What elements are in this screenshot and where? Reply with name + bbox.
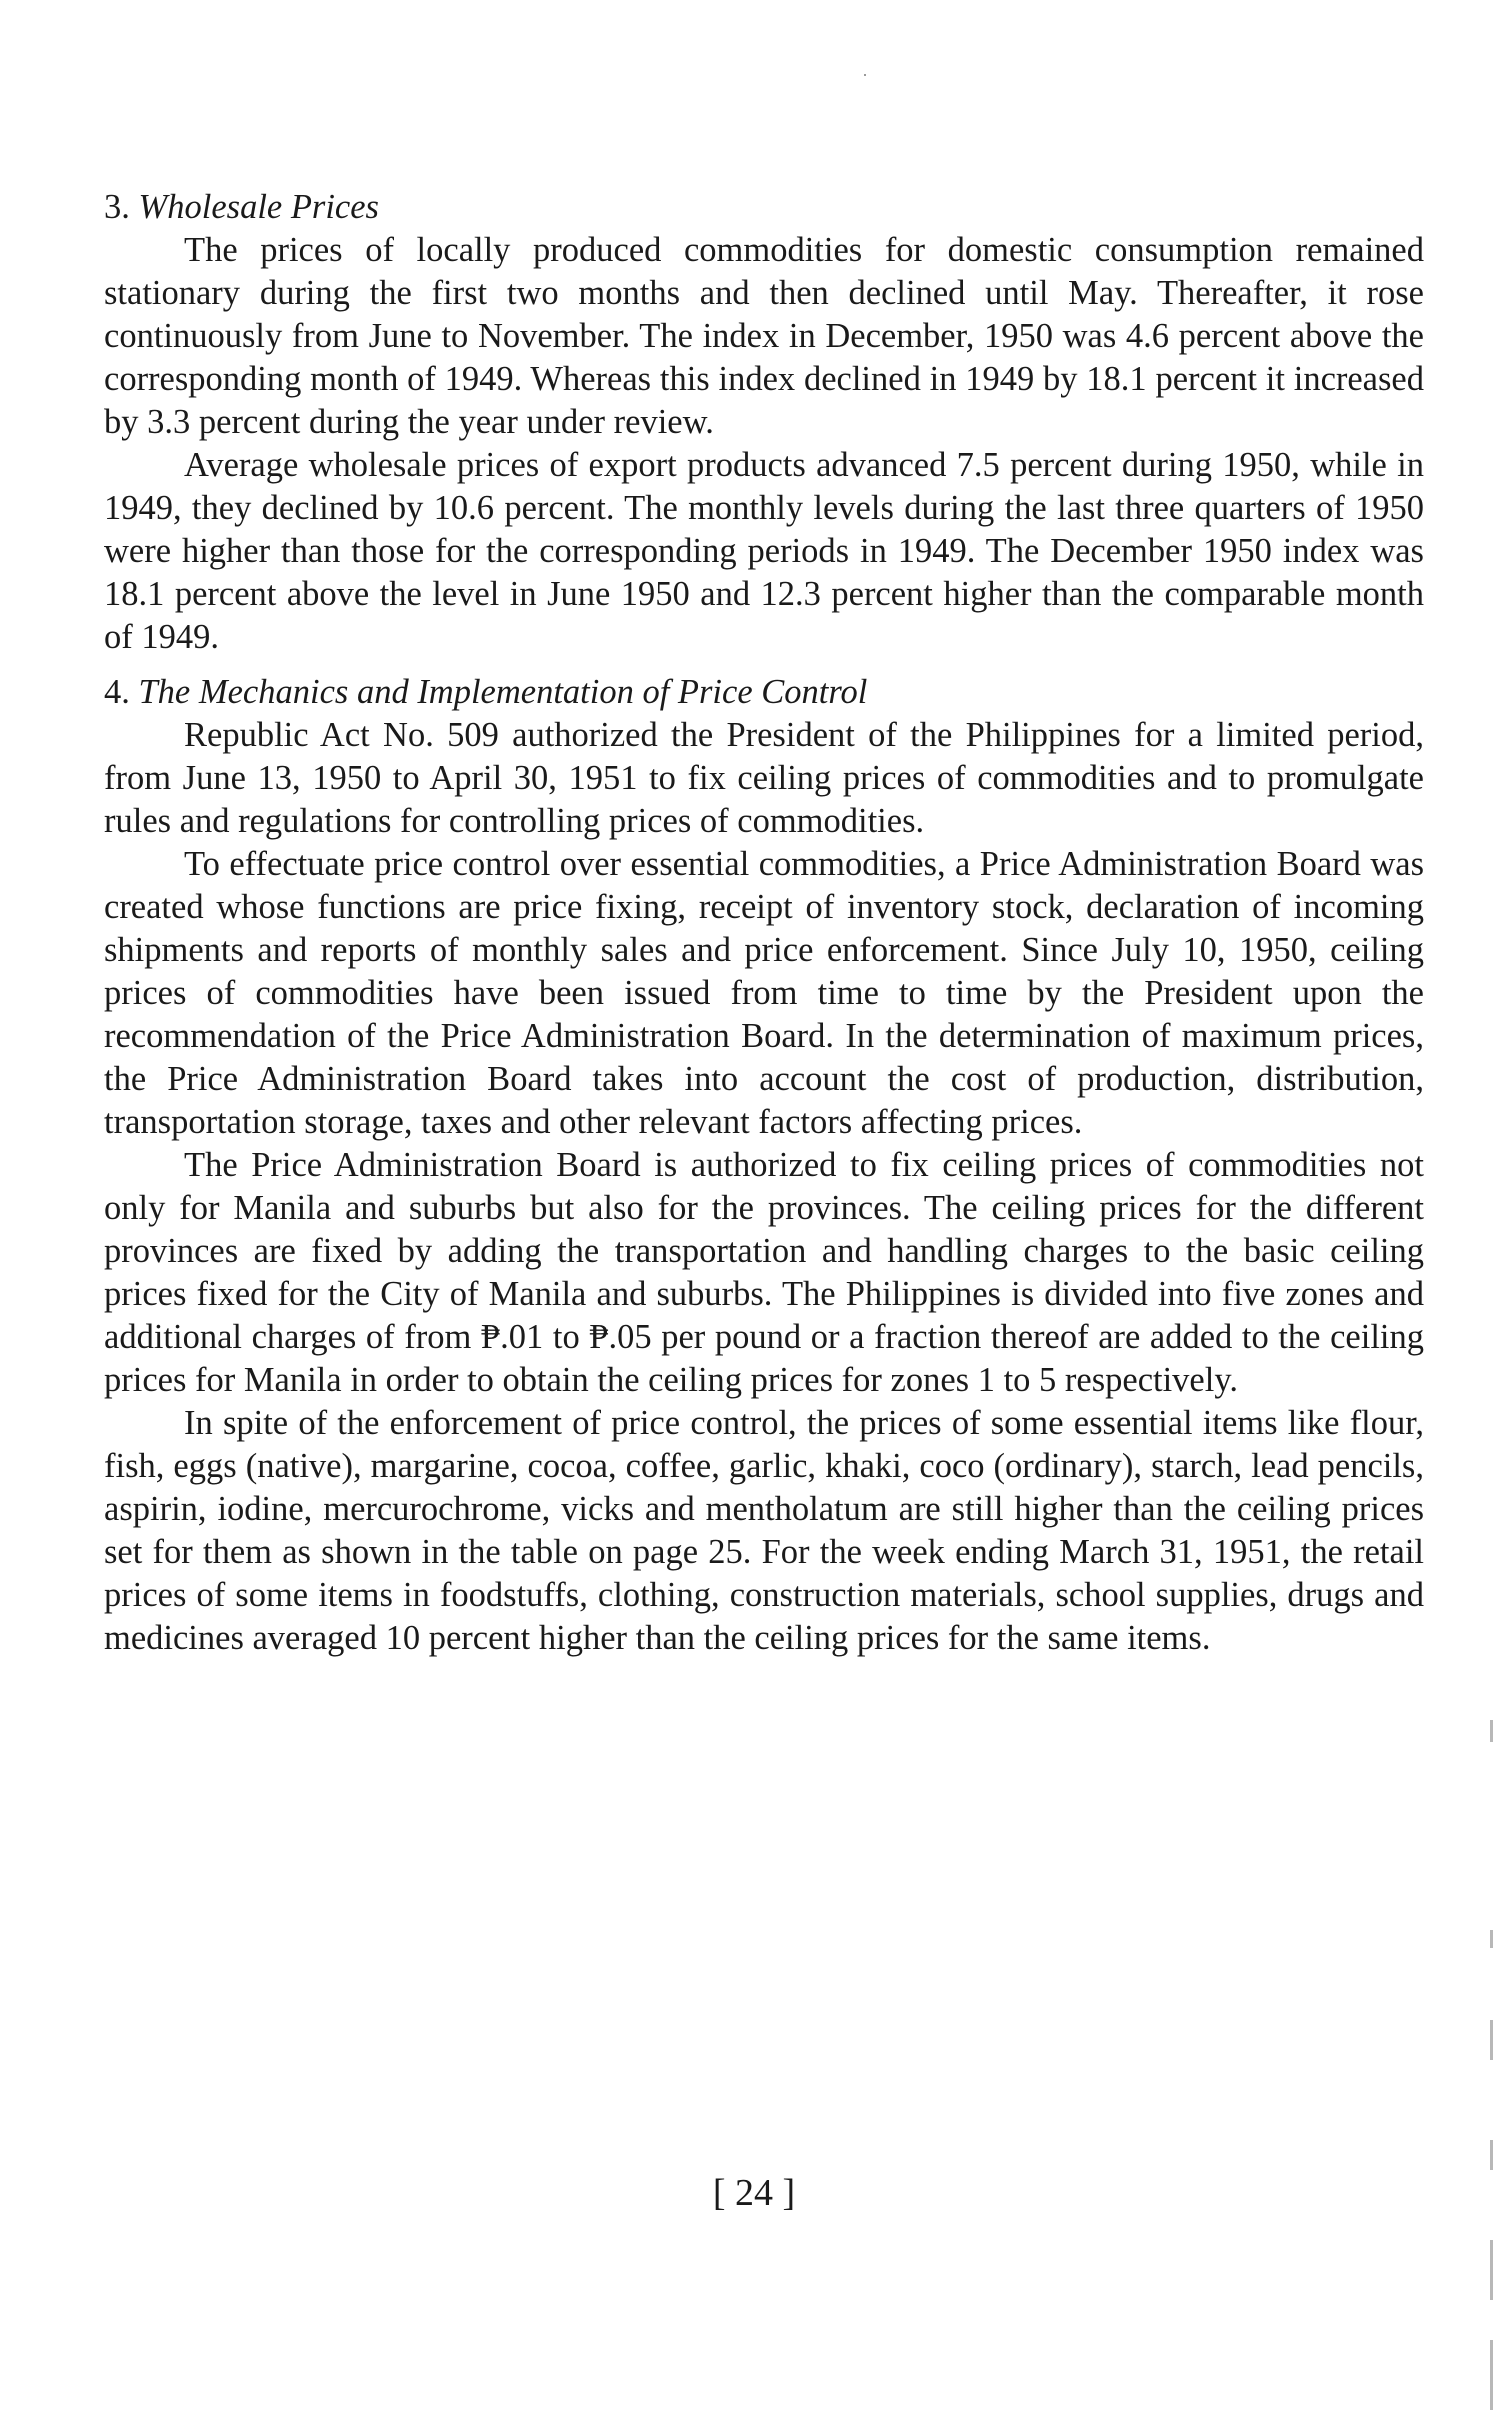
scan-edge-marks <box>1490 1720 1502 2420</box>
section-3-number: 3. <box>104 188 130 226</box>
page-number: [ 24 ] <box>712 2172 796 2214</box>
paragraph-enforcement: In spite of the enforcement of price control, the prices of some essential items like flour, fish, eggs (native), margarine, cocoa, coffee, garlic, khaki, coco (ordinary), starch, lead pencils, aspirin, iodine, mercurochrome, vicks and mentholatum are still higher than the ceiling prices set for them as shown in the table on page 25. For the week ending March 31, 1951, the retail prices of some items in foodstuffs, clothing, construction materials, school supplies, drugs and medicines averaged 10 percent higher than the ceiling prices for the same items. <box>104 1404 1424 1657</box>
section-4-number: 4. <box>104 673 130 711</box>
scan-speck <box>864 74 866 76</box>
section-4-title: The Mechanics and Implementation of Price Control <box>138 673 868 711</box>
section-4-heading <box>104 671 1424 714</box>
paragraph-wholesale-domestic: The prices of locally produced commodities for domestic consumption remained stationary during the first two months and then declined until May. Thereafter, it rose continuously from June to November. The index in December, 1950 was 4.6 percent above the corresponding month of 1949. Whereas this index declined in 1949 by 18.1 percent it increased by 3.3 percent during the year under review. <box>104 231 1424 441</box>
paragraph-provincial-ceiling-prices: The Price Administration Board is authorized to fix ceiling prices of commodities not only for Manila and suburbs but also for the provinces. The ceiling prices for the different provinces are fixed by adding the transportation and handling charges to the basic ceiling prices fixed for the City of Manila and suburbs. The Philippines is divided into five zones and additional charges of from ₱.01 to ₱.05 per pound or a fraction thereof are added to the ceiling prices for Manila in order to obtain the ceiling prices for zones 1 to 5 respectively. <box>104 1146 1424 1399</box>
section-3-title: Wholesale Prices <box>138 188 379 226</box>
paragraph-price-administration-board: To effectuate price control over essential commodities, a Price Administration Board was created whose functions are price fixing, receipt of inventory stock, declaration of incoming shipments and reports of monthly sales and price enforcement. Since July 10, 1950, ceiling prices of commodities have been issued from time to time by the President upon the recommendation of the Price Administration Board. In the determination of maximum prices, the Price Administration Board takes into account the cost of production, distribution, transportation storage, taxes and other relevant factors affecting prices. <box>104 845 1424 1141</box>
section-3-heading <box>104 186 1424 229</box>
paragraph-wholesale-export: Average wholesale prices of export products advanced 7.5 percent during 1950, while in 1949, they declined by 10.6 percent. The monthly levels during the last three quarters of 1950 were higher than those for the corresponding periods in 1949. The December 1950 index was 18.1 percent above the level in June 1950 and 12.3 percent higher than the comparable month of 1949. <box>104 446 1424 656</box>
page-body <box>104 186 1424 1660</box>
paragraph-republic-act: Republic Act No. 509 authorized the President of the Philippines for a limited period, from June 13, 1950 to April 30, 1951 to fix ceiling prices of commodities and to promulgate rules and regulations for controlling prices of commodities. <box>104 716 1424 840</box>
